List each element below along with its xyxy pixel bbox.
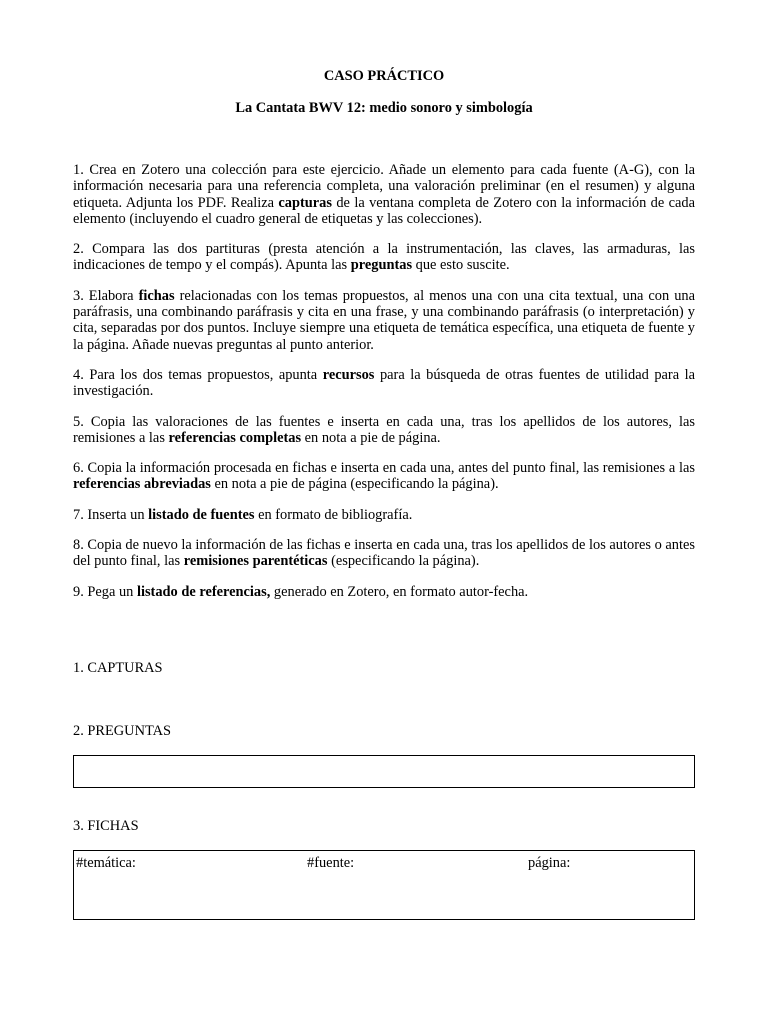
instruction-item — [73, 507, 695, 523]
section-heading-fichas: 3. FICHAS — [73, 818, 139, 834]
instruction-keyword: listado de fuentes — [148, 506, 255, 523]
document-subtitle: La Cantata BWV 12: medio sonoro y simbología — [235, 100, 533, 116]
instruction-text: 6. Copia la información procesada en fichas e inserta en cada una, antes del punto final, las remisiones a las — [73, 460, 695, 477]
ficha-pagina-label: página: — [528, 855, 571, 871]
instruction-keyword: fichas — [138, 287, 175, 304]
instructions-list — [73, 162, 695, 614]
instruction-text: 4. Para los dos temas propuestos, apunta — [73, 366, 323, 383]
instruction-item — [73, 537, 695, 570]
section-heading-preguntas: 2. PREGUNTAS — [73, 723, 171, 739]
instruction-text: 2. Compara las dos partituras (presta atención a la instrumentación, las claves, las armaduras, las indicaciones de tempo y el compás). Apunta las — [73, 241, 695, 274]
instruction-text: 3. Elabora — [73, 287, 139, 304]
instruction-text: 7. Inserta un — [73, 506, 149, 523]
instruction-keyword: capturas — [278, 194, 332, 211]
instruction-text: generado en Zotero, en formato autor-fecha. — [270, 583, 529, 600]
ficha-tematica-label: #temática: — [76, 855, 136, 871]
instruction-item — [73, 288, 695, 353]
instruction-text: 8. Copia de nuevo la información de las fichas e inserta en cada una, tras los apellidos de los autores o antes del punto final, las — [73, 537, 695, 570]
instruction-text: que esto suscite. — [412, 257, 510, 274]
instruction-item — [73, 414, 695, 447]
instruction-item — [73, 460, 695, 493]
instruction-text: en nota a pie de página. — [301, 429, 441, 446]
ficha-box — [73, 850, 695, 920]
instruction-keyword: listado de referencias, — [136, 583, 271, 600]
ficha-fuente-label: #fuente: — [307, 855, 355, 871]
section-heading-capturas: 1. CAPTURAS — [73, 660, 163, 676]
instruction-item — [73, 162, 695, 227]
instruction-text: 5. Copia las valoraciones de las fuentes e inserta en cada una, tras los apellidos de los autores, las remisiones a las — [73, 413, 695, 446]
instruction-text: 1. Crea en Zotero una colección para este ejercicio. Añade un elemento para cada fuente (A-G), con la información necesaria para una referencia completa, una valoración preliminar (en el resumen) y alguna etiqueta. Adjunta los PDF. Realiza — [73, 162, 695, 211]
instruction-text: relacionadas con los temas propuestos, al menos una con una cita textual, una con una paráfrasis, una combinando paráfrasis y cita en una frase, y una combinando paráfrasis (o interpretación) y cita, separadas por dos puntos. Incluye siempre una etiqueta de temática específica, una etiqueta de fuente y la página. Añade nuevas preguntas al punto anterior. — [73, 287, 695, 353]
instruction-keyword: recursos — [322, 366, 375, 383]
instruction-text: de la ventana completa de Zotero con la información de cada elemento (incluyendo el cuadro general de etiquetas y las colecciones). — [73, 194, 696, 227]
instruction-text: en formato de bibliografía. — [254, 506, 413, 523]
document-title: CASO PRÁCTICO — [323, 68, 445, 84]
instruction-keyword: referencias abreviadas — [73, 476, 211, 493]
preguntas-box — [73, 755, 695, 788]
instruction-keyword: remisiones parentéticas — [183, 553, 328, 570]
instruction-item — [73, 584, 695, 600]
instruction-text: 9. Pega un — [73, 583, 137, 600]
instruction-text: para la búsqueda de otras fuentes de utilidad para la investigación. — [73, 366, 695, 400]
instruction-text: (especificando la página). — [327, 553, 480, 570]
instruction-item — [73, 367, 695, 400]
instruction-text: en nota a pie de página (especificando la página). — [210, 476, 499, 493]
instruction-keyword: preguntas — [350, 257, 413, 274]
instruction-keyword: referencias completas — [168, 429, 302, 446]
instruction-item — [73, 241, 695, 274]
